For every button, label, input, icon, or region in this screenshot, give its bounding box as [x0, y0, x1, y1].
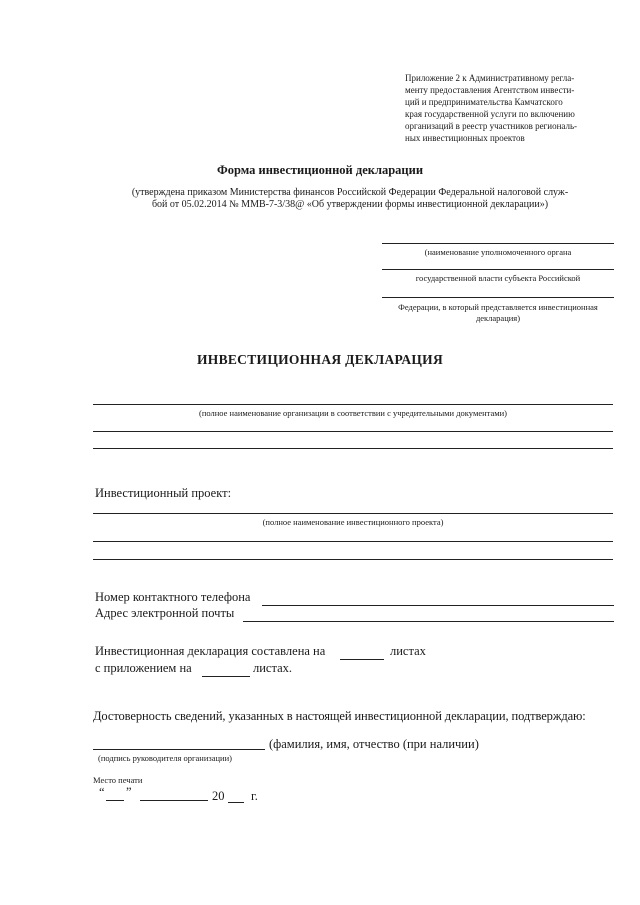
email-field[interactable] [243, 621, 614, 622]
email-label: Адрес электронной почты [95, 606, 235, 620]
project-label: Инвестиционный проект: [95, 486, 232, 500]
confirmation-text: Достоверность сведений, указанных в настоящей инвестиционной декларации, подтверждаю: [93, 709, 586, 723]
sheets-suffix: листах [390, 644, 426, 658]
recipient-line-2[interactable] [382, 269, 614, 270]
attachment-sheets-field[interactable] [202, 676, 250, 677]
recipient-caption-3-line: Федерации, в который представляется инвестиционная [398, 302, 598, 312]
appendix-line: ных инвестиционных проектов [405, 133, 525, 143]
recipient-caption-3-line: декларация) [475, 313, 521, 323]
fio-label: (фамилия, имя, отчество (при наличии) [269, 737, 479, 751]
date-day-field[interactable] [106, 800, 124, 801]
date-year-field[interactable] [228, 802, 244, 803]
appendix-note [405, 72, 610, 144]
appendix-line: края государственной услуги по включению [405, 109, 575, 119]
recipient-line-1[interactable] [382, 243, 614, 244]
signature-field[interactable] [93, 749, 265, 750]
project-name-line-3[interactable] [93, 559, 613, 560]
attachment-label: с приложением на [95, 661, 192, 675]
phone-field[interactable] [262, 605, 614, 606]
phone-label: Номер контактного телефона [95, 590, 251, 604]
form-subtitle-line: бой от 05.02.2014 № ММВ-7-3/38@ «Об утверждении формы инвестиционной декларации») [151, 199, 549, 210]
appendix-line: менту предоставления Агентством инвести- [405, 85, 575, 95]
attachment-suffix: листах. [253, 661, 293, 675]
date-open-quote: “ [99, 785, 105, 799]
recipient-caption-2: государственной власти субъекта Российской [415, 273, 581, 283]
recipient-caption-1: (наименование уполномоченного органа [424, 247, 572, 257]
project-name-line-2[interactable] [93, 541, 613, 542]
recipient-caption-3 [382, 302, 614, 324]
project-name-caption: (полное наименование инвестиционного проекта) [262, 517, 444, 527]
appendix-line: Приложение 2 к Административному регла- [405, 73, 575, 83]
appendix-line: организаций в реестр участников региональ- [405, 121, 578, 131]
org-name-line-2[interactable] [93, 431, 613, 432]
stamp-place-label: Место печати [93, 775, 143, 785]
date-year-suffix: г. [251, 789, 258, 803]
sheets-count-field[interactable] [340, 659, 384, 660]
date-close-quote: ” [126, 785, 132, 799]
org-name-caption: (полное наименование организации в соответствии с учредительными документами) [199, 408, 507, 418]
org-name-line-1[interactable] [93, 404, 613, 405]
org-name-line-3[interactable] [93, 448, 613, 449]
signature-caption: (подпись руководителя организации) [98, 753, 232, 763]
form-subtitle [90, 187, 610, 211]
form-subtitle-line: (утверждена приказом Министерства финансов Российской Федерации Федеральной налоговой служ- [131, 187, 569, 198]
recipient-line-3[interactable] [382, 297, 614, 298]
date-month-field[interactable] [140, 800, 208, 801]
date-year-prefix: 20 [212, 789, 225, 803]
form-title: Форма инвестиционной декларации [216, 163, 424, 177]
declaration-title: ИНВЕСТИЦИОННАЯ ДЕКЛАРАЦИЯ [196, 352, 444, 367]
appendix-line: ций и предпринимательства Камчатского [405, 97, 563, 107]
sheets-label: Инвестиционная декларация составлена на [95, 644, 326, 658]
project-name-line-1[interactable] [93, 513, 613, 514]
